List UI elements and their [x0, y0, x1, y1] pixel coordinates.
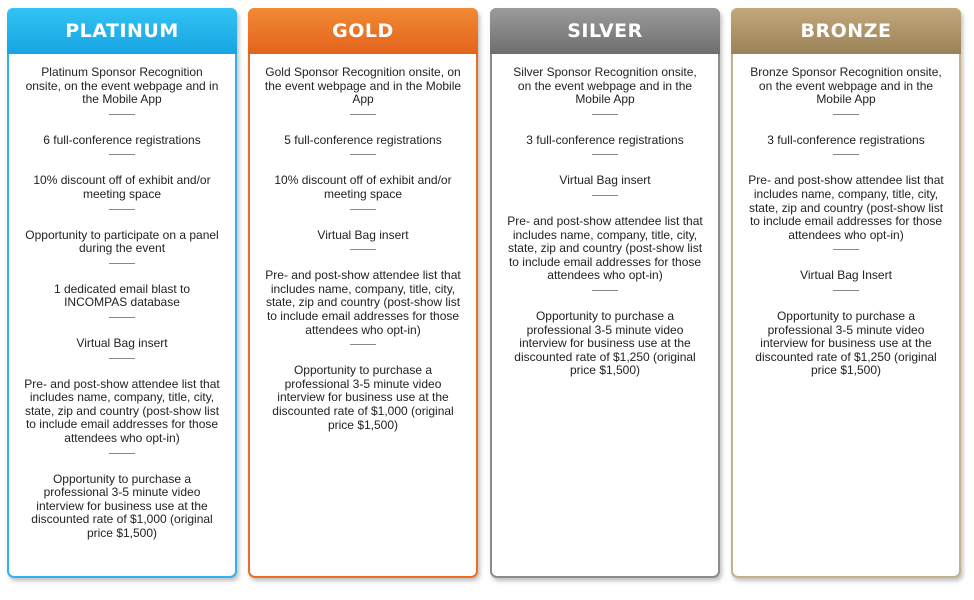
benefit-item: 1 dedicated email blast to INCOMPAS database [53, 281, 191, 310]
tier-header-gold: GOLD [248, 8, 478, 54]
tier-card-platinum [7, 8, 237, 578]
benefit-item: Pre- and post-show attendee list that includes name, company, title, city, state, zip and country (post-show list to include email addresses for those attendees who opt-in) [265, 268, 461, 337]
divider [109, 358, 135, 359]
benefit-item: Pre- and post-show attendee list that includes name, company, title, city, state, zip and country (post-show list to include email addresses for those attendees who opt-in) [24, 376, 220, 445]
benefit-item: Opportunity to participate on a panel during the event [25, 227, 219, 256]
divider [350, 114, 376, 115]
benefit-item: Opportunity to purchase a professional 3-5 minute video interview for business use at the discounted rate of $1,000 (original price $1,500) [31, 471, 213, 540]
benefit-item: 10% discount off of exhibit and/or meeting space [33, 173, 211, 201]
tier-header-silver: SILVER [490, 8, 720, 54]
benefit-item: Virtual Bag Insert [800, 268, 892, 283]
tier-benefits-platinum [9, 54, 235, 540]
tier-card-silver [490, 8, 720, 578]
tier-benefits-gold [250, 54, 476, 432]
divider [833, 290, 859, 291]
divider [109, 453, 135, 454]
divider [109, 317, 135, 318]
divider [109, 154, 135, 155]
benefit-item: Opportunity to purchase a professional 3-5 minute video interview for business use at the discounted rate of $1,250 (original price $1,500) [514, 308, 696, 378]
divider [592, 290, 618, 291]
benefit-item: Bronze Sponsor Recognition onsite, on the event webpage and in the Mobile App [750, 65, 942, 107]
divider [109, 209, 135, 210]
benefit-item: 6 full-conference registrations [43, 132, 201, 147]
divider [592, 154, 618, 155]
divider [592, 195, 618, 196]
tier-header-bronze: BRONZE [731, 8, 961, 54]
benefit-item: Opportunity to purchase a professional 3-5 minute video interview for business use at the discounted rate of $1,250 (original price $1,500) [755, 308, 937, 378]
divider [350, 209, 376, 210]
tier-card-gold [248, 8, 478, 578]
benefit-item: 3 full-conference registrations [767, 132, 925, 147]
tier-header-platinum: PLATINUM [7, 8, 237, 54]
divider [833, 154, 859, 155]
divider [592, 114, 618, 115]
benefit-item: 10% discount off of exhibit and/or meeting space [274, 173, 452, 201]
benefit-item: Virtual Bag insert [559, 173, 651, 188]
divider [350, 344, 376, 345]
benefit-item: Gold Sponsor Recognition onsite, on the event webpage and in the Mobile App [264, 65, 462, 107]
divider [109, 114, 135, 115]
benefit-item: Virtual Bag insert [76, 335, 168, 350]
benefit-item: Silver Sponsor Recognition onsite, on the event webpage and in the Mobile App [513, 65, 697, 107]
tier-benefits-bronze [733, 54, 959, 378]
divider [833, 114, 859, 115]
benefit-item: Pre- and post-show attendee list that includes name, company, title, city, state, zip and country (post-show list to include email addresses for those attendees who opt-in) [507, 213, 703, 283]
tier-benefits-silver [492, 54, 718, 378]
benefit-item: Pre- and post-show attendee list that includes name, company, title, city, state, zip and country (post-show list to include email addresses for those attendees who opt-in) [748, 173, 944, 242]
tier-card-bronze [731, 8, 961, 578]
benefit-item: Virtual Bag insert [317, 227, 409, 242]
divider [833, 249, 859, 250]
benefit-item: 3 full-conference registrations [526, 132, 684, 147]
benefit-item: Opportunity to purchase a professional 3-5 minute video interview for business use at the discounted rate of $1,000 (original price $1,500) [272, 363, 454, 432]
divider [350, 154, 376, 155]
benefit-item: Platinum Sponsor Recognition onsite, on the event webpage and in the Mobile App [25, 65, 219, 107]
benefit-item: 5 full-conference registrations [284, 132, 442, 147]
divider [350, 249, 376, 250]
divider [109, 263, 135, 264]
